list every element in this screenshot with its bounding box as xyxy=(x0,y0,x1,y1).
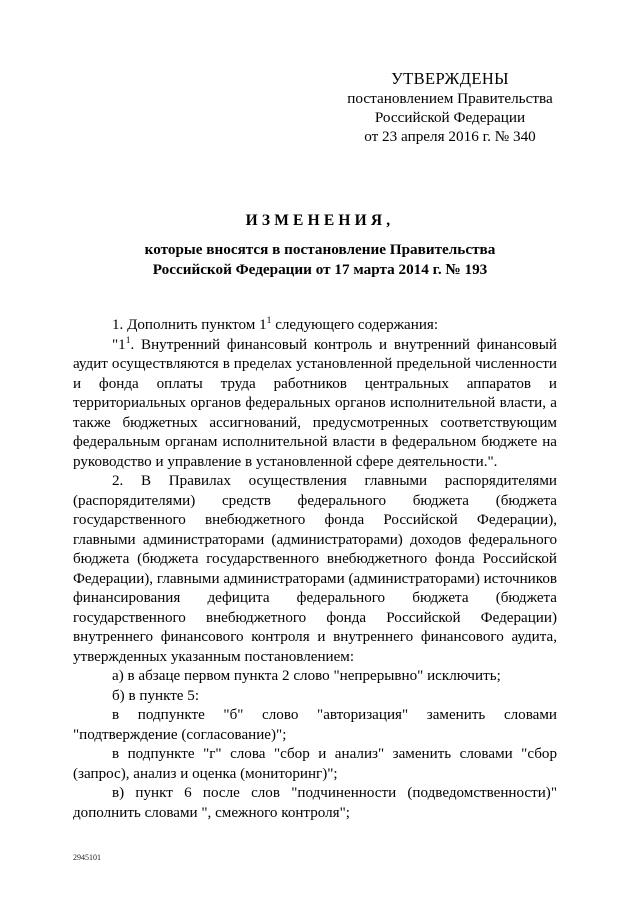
item-1-text-end: следующего содержания: xyxy=(271,317,439,333)
document-number: 2945101 xyxy=(73,853,101,862)
item-1-text-start: 1. Дополнить пунктом 1 xyxy=(112,317,267,333)
document-title xyxy=(0,210,640,279)
title-main: ИЗМЕНЕНИЯ, xyxy=(245,212,395,229)
approval-block xyxy=(330,68,570,146)
approval-line-3: от 23 апреля 2016 г. № 340 xyxy=(364,128,536,145)
paragraph-item-2b-sub-b: в подпункте "б" слово "авторизация" заменить словами "подтверждение (согласование)"; xyxy=(73,707,557,743)
paragraph-item-1 xyxy=(73,316,557,336)
title-subtitle-line-2: Российской Федерации от 17 марта 2014 г. № 193 xyxy=(152,260,488,278)
paragraph-item-2b-sub-g: в подпункте "г" слова "сбор и анализ" заменить словами "сбор (запрос), анализ и оценка (мониторинг)"; xyxy=(73,746,557,782)
paragraph-item-1-content xyxy=(73,336,557,473)
item-1-content-superscript: 1 xyxy=(125,335,131,346)
paragraph-item-2a: а) в абзаце первом пункта 2 слово "непрерывно" исключить; xyxy=(112,668,501,684)
item-1-superscript: 1 xyxy=(266,316,272,326)
title-subtitle xyxy=(0,240,640,279)
title-subtitle-line-1: которые вносятся в постановление Правительства xyxy=(144,241,496,258)
paragraph-item-2: 2. В Правилах осуществления главными распорядителями (распорядителями) средств федерального бюджета (бюджета государственного внебюджетного фонда Российской Федерации), главными администраторами (администраторами) доходов федерального бюджета (бюджета государственного внебюджетного фонда Российской Федерации), главными администраторами (администраторами) источников финансирования дефицита федерального бюджета (бюджета государственного внебюджетного фонда Российской Федерации) внутреннего финансового контроля и внутреннего финансового аудита, утвержденных указанным постановлением: xyxy=(73,473,557,665)
item-1-content-text: . Внутренний финансовый контроль и внутренний финансовый аудит осуществляются в пределах установленной предельной численности и фонда оплаты труда работников центральных аппаратов и территориальных органов федеральных органов исполнительной власти, а также бюджетных ассигнований, предусмотренных соответствующим федеральным органам исполнительной власти в федеральном бюджете на руководство и управление в установленной сфере деятельности.". xyxy=(73,336,557,470)
document-body xyxy=(73,316,557,823)
item-1-content-start: "1 xyxy=(112,336,126,353)
paragraph-item-2v: в) пункт 6 после слов "подчиненности (подведомственности)" дополнить словами ", смежного контроля"; xyxy=(73,785,557,821)
approval-line-2: Российской Федерации xyxy=(374,109,526,126)
approval-heading: УТВЕРЖДЕНЫ xyxy=(391,69,509,88)
approval-line-1: постановлением Правительства xyxy=(347,90,553,107)
paragraph-item-2b: б) в пункте 5: xyxy=(112,687,200,704)
